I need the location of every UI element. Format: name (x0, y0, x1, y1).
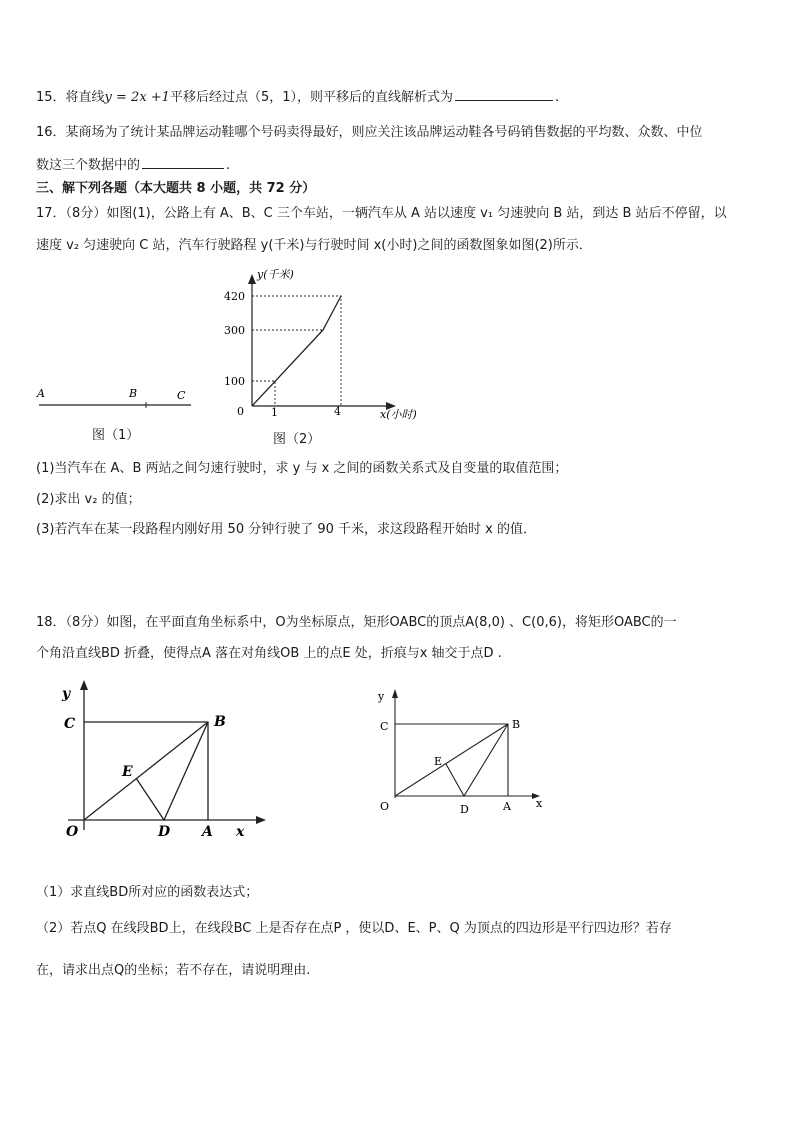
q15-text-before: 15．将直线 (36, 90, 105, 105)
q18-figure-large (58, 678, 278, 848)
y-tick-100: 100 (224, 375, 245, 388)
q17-sub-2: (2)求出 v₂ 的值； (36, 492, 141, 507)
station-b-label: B (129, 387, 138, 400)
q17-figure-2-caption: 图（2） (273, 432, 321, 447)
label-c: C (380, 720, 389, 733)
station-c-label: C (177, 389, 186, 402)
q17-figure-1 (34, 383, 194, 413)
q17-sub-1: (1)当汽车在 A、B 两站之间匀速行驶时，求 y 与 x 之间的函数关系式及自变量的取值范围； (36, 461, 568, 476)
label-d: D (158, 824, 171, 840)
q18-sub-2-line-2: 在，请求出点Q的坐标；若不存在，请说明理由. (36, 963, 311, 978)
diagonal-ob (84, 722, 208, 820)
q16-line-2 (36, 156, 230, 175)
label-b: B (512, 718, 521, 731)
fold-edb (446, 724, 508, 796)
question-15 (36, 88, 559, 107)
y-axis-label: y(千米) (257, 268, 294, 281)
q18-sub-1: （1）求直线BD所对应的函数表达式； (36, 885, 259, 900)
x-axis-label: x(小时) (380, 408, 417, 421)
diagonal-ob (395, 724, 508, 796)
q18-figure-small (370, 686, 560, 816)
label-y: y (378, 690, 385, 703)
label-b: B (214, 714, 226, 730)
x-axis-arrow (256, 816, 266, 824)
q16-text: 数这三个数据中的 (36, 158, 141, 173)
q15-formula: y = 2x +1 (104, 90, 170, 105)
q18-line-1: 18．（8分）如图，在平面直角坐标系中，O为坐标原点，矩形OABC的顶点A(8,0) 、C(0,6)，将矩形OABC的一 (36, 615, 677, 630)
guide-420 (252, 296, 341, 406)
q17-figure-2 (222, 268, 422, 421)
label-e: E (434, 755, 443, 768)
y-axis-arrow (392, 689, 398, 698)
y-axis-arrow (80, 680, 88, 690)
label-x: x (236, 824, 245, 840)
q16-end: . (226, 158, 231, 173)
label-e: E (122, 764, 133, 780)
x-tick-1: 1 (271, 406, 278, 419)
origin-label: 0 (237, 405, 244, 418)
label-o: O (380, 800, 390, 813)
q16-answer-blank[interactable] (142, 156, 224, 169)
q15-text-after: 平移后经过点（5，1），则平移后的直线解析式为 (169, 90, 453, 105)
q16-line-1: 16．某商场为了统计某品牌运动鞋哪个号码卖得最好，则应关注该品牌运动鞋各号码销售数据的平均数、众数、中位 (36, 125, 703, 140)
y-tick-300: 300 (224, 324, 245, 337)
label-c: C (64, 716, 76, 732)
q17-line-1: 17．（8分）如图(1)，公路上有 A、B、C 三个车站，一辆汽车从 A 站以速度 v₁ 匀速驶向 B 站，到达 B 站后不停留，以 (36, 206, 727, 221)
label-o: O (66, 824, 79, 840)
label-a: A (202, 824, 213, 840)
label-a: A (503, 800, 511, 813)
y-tick-420: 420 (224, 290, 245, 303)
section-3-heading: 三、解下列各题（本大题共 8 小题，共 72 分） (36, 181, 316, 196)
distance-graph (252, 296, 341, 406)
label-y: y (62, 686, 71, 702)
q15-end: . (555, 90, 560, 105)
q18-sub-2-line-1: （2）若点Q 在线段BD上，在线段BC 上是否存在点P ，使以D、E、P、Q 为顶点的四边形是平行四边形？若存 (36, 921, 672, 936)
x-tick-4: 4 (334, 405, 341, 418)
q18-line-2: 个角沿直线BD 折叠，使得点A 落在对角线OB 上的点E 处，折痕与x 轴交于点D . (36, 646, 502, 661)
q17-sub-3: (3)若汽车在某一段路程内刚好用 50 分钟行驶了 90 千米，求这段路程开始时 x 的值． (36, 522, 536, 537)
q17-line-2: 速度 v₂ 匀速驶向 C 站，汽车行驶路程 y(千米)与行驶时间 x(小时)之间的函数图象如图(2)所示． (36, 238, 592, 253)
q15-answer-blank[interactable] (455, 88, 553, 101)
y-axis-arrow (248, 274, 256, 284)
label-x: x (536, 797, 543, 810)
q17-figure-1-caption: 图（1） (92, 428, 140, 443)
station-a-label: A (37, 387, 45, 400)
label-d: D (460, 803, 469, 816)
